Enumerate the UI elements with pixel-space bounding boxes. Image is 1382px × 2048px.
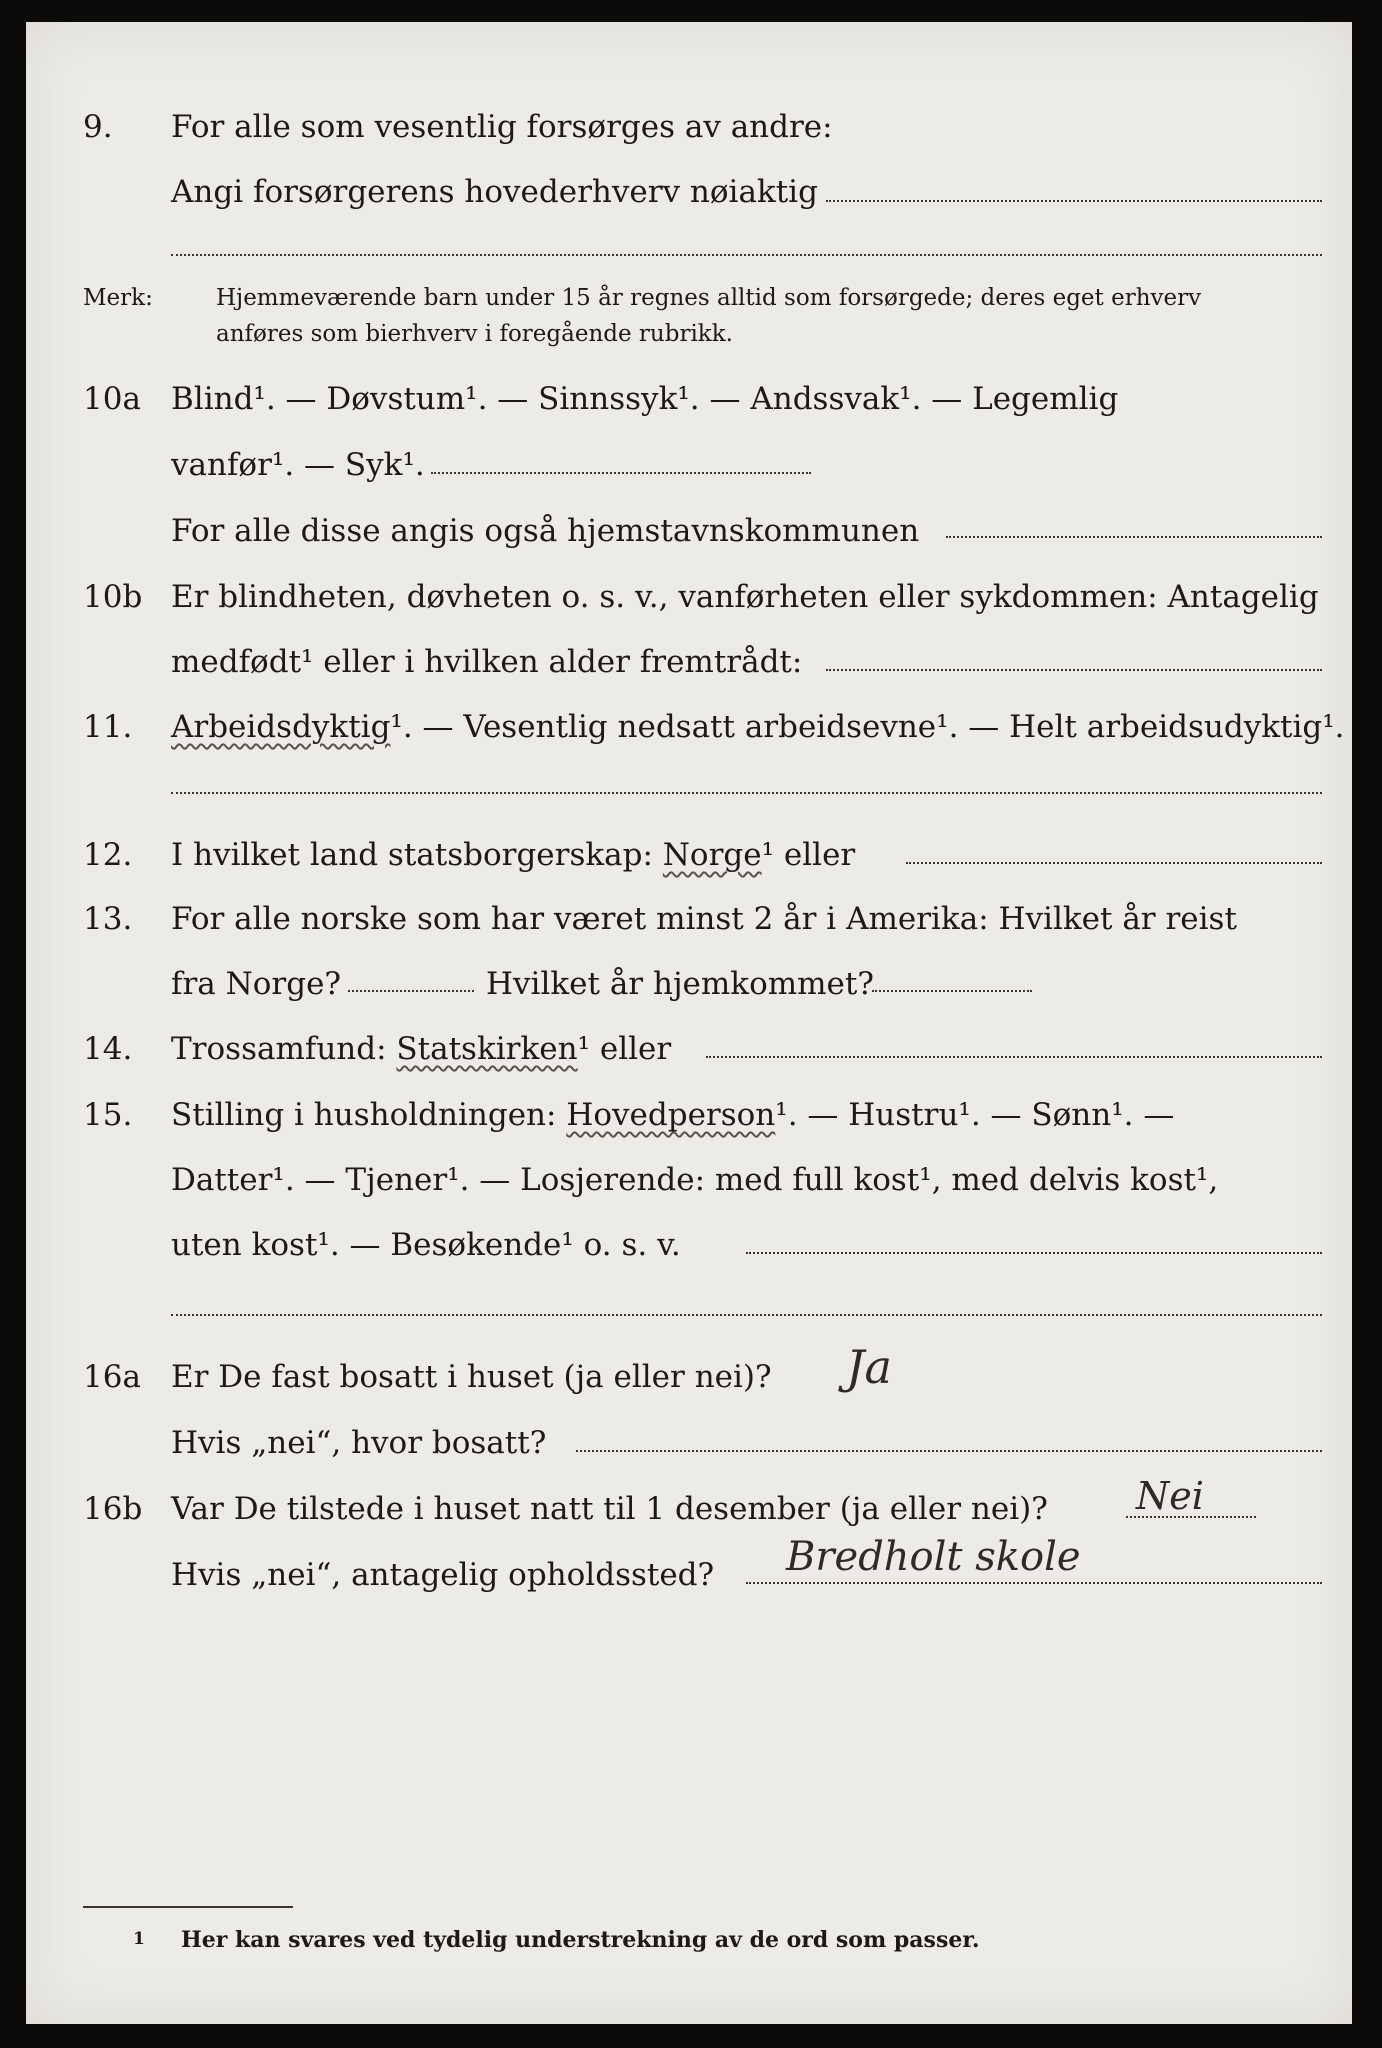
question-text: Hvis „nei“, antagelig opholdssted? xyxy=(171,1557,715,1593)
handwritten-answer: Ja xyxy=(846,1340,892,1394)
question-text: Stilling i husholdningen: xyxy=(171,1097,557,1133)
question-10b-line-2 xyxy=(26,637,1352,687)
question-number: 14. xyxy=(83,1031,133,1067)
question-16a xyxy=(26,1352,1352,1402)
question-text: Er blindheten, døvheten o. s. v., vanførheten eller sykdommen: Antagelig xyxy=(171,579,1319,615)
question-text: ¹ eller xyxy=(577,1031,672,1067)
question-9-line-2 xyxy=(26,167,1352,217)
question-15-line-3 xyxy=(26,1220,1352,1270)
question-text: Er De fast bosatt i huset (ja eller nei)? xyxy=(171,1359,772,1395)
question-text: ¹. — Vesentlig nedsatt arbeidsevne¹. — Helt arbeidsudyktig¹. xyxy=(390,709,1345,745)
handwritten-answer: Nei xyxy=(1136,1474,1204,1518)
question-text: For alle disse angis også hjemstavnskommunen xyxy=(171,513,920,549)
question-text: For alle norske som har været minst 2 år i Amerika: Hvilket år reist xyxy=(171,901,1237,937)
note-text: anføres som bierhverv i foregående rubrikk. xyxy=(216,321,733,347)
question-13-line-2 xyxy=(26,959,1352,1009)
handwritten-answer: Bredholt skole xyxy=(786,1534,1081,1580)
answer-line-14[interactable] xyxy=(706,1056,1322,1058)
question-text: Var De tilstede i huset natt til 1 desember (ja eller nei)? xyxy=(171,1491,1048,1527)
question-number: 9. xyxy=(83,109,113,145)
question-number: 11. xyxy=(83,709,133,745)
footnote-text: Her kan svares ved tydelig understrekning av de ord som passer. xyxy=(181,1927,980,1953)
question-14 xyxy=(26,1024,1352,1074)
answer-line-16b-place[interactable] xyxy=(746,1582,1322,1584)
question-10a xyxy=(26,374,1352,424)
footnote-mark: 1 xyxy=(133,1929,145,1949)
question-text: fra Norge? xyxy=(171,966,342,1002)
question-12 xyxy=(26,830,1352,880)
question-text: Hvilket år hjemkommet? xyxy=(486,966,874,1002)
question-16b-line-2 xyxy=(26,1550,1352,1600)
census-form-page xyxy=(26,22,1352,2024)
question-text: vanfør¹. — Syk¹. xyxy=(171,447,425,483)
answer-line-13-return[interactable] xyxy=(872,990,1032,992)
answer-line-15[interactable] xyxy=(746,1252,1322,1254)
question-number: 10a xyxy=(83,381,141,417)
question-text: Hvis „nei“, hvor bosatt? xyxy=(171,1425,547,1461)
answer-line-9b[interactable] xyxy=(171,254,1322,256)
question-text: medfødt¹ eller i hvilken alder fremtrådt: xyxy=(171,644,803,680)
question-13 xyxy=(26,894,1352,944)
question-text: ¹. — Hustru¹. — Sønn¹. — xyxy=(775,1097,1175,1133)
question-text: uten kost¹. — Besøkende¹ o. s. v. xyxy=(171,1227,681,1263)
question-text: Blind¹. — Døvstum¹. — Sinnssyk¹. — Andssvak¹. — Legemlig xyxy=(171,381,1119,417)
question-16a-line-2 xyxy=(26,1418,1352,1468)
question-9 xyxy=(26,102,1352,152)
question-11 xyxy=(26,702,1352,752)
note-text: Hjemmeværende barn under 15 år regnes alltid som forsørgede; deres eget erhverv xyxy=(216,285,1202,311)
question-number: 12. xyxy=(83,837,133,873)
answer-line-15b[interactable] xyxy=(171,1314,1322,1316)
note-label: Merk: xyxy=(83,285,153,311)
answer-line-13-left[interactable] xyxy=(348,990,474,992)
answer-line-9[interactable] xyxy=(826,200,1322,202)
question-10b xyxy=(26,572,1352,622)
option-underlined[interactable]: Arbeidsdyktig xyxy=(171,709,391,745)
question-text: ¹ eller xyxy=(761,837,856,873)
answer-line-16a[interactable] xyxy=(576,1450,1322,1452)
answer-line-11[interactable] xyxy=(171,792,1322,794)
question-text: Angi forsørgerens hovederhverv nøiaktig xyxy=(171,174,818,210)
question-number: 16a xyxy=(83,1359,141,1395)
question-number: 15. xyxy=(83,1097,133,1133)
footnote-divider xyxy=(83,1906,293,1908)
option-underlined[interactable]: Statskirken xyxy=(396,1031,578,1067)
answer-line-12[interactable] xyxy=(906,862,1322,864)
option-underlined[interactable]: Hovedperson xyxy=(566,1097,776,1133)
answer-line-16b[interactable] xyxy=(1126,1516,1256,1518)
option-underlined[interactable]: Norge xyxy=(662,837,762,873)
question-text: For alle som vesentlig forsørges av andre: xyxy=(171,109,833,145)
question-number: 13. xyxy=(83,901,133,937)
question-text: Datter¹. — Tjener¹. — Losjerende: med full kost¹, med delvis kost¹, xyxy=(171,1162,1219,1198)
question-number: 10b xyxy=(83,579,143,615)
answer-line-10b[interactable] xyxy=(826,669,1322,671)
answer-line-10a-home[interactable] xyxy=(946,536,1322,538)
question-10a-line-2 xyxy=(26,440,1352,490)
question-number: 16b xyxy=(83,1491,143,1527)
answer-line-10a[interactable] xyxy=(431,472,811,474)
question-10a-line-3 xyxy=(26,506,1352,556)
question-text: I hvilket land statsborgerskap: xyxy=(171,837,653,873)
question-15 xyxy=(26,1090,1352,1140)
question-15-line-2 xyxy=(26,1155,1352,1205)
question-text: Trossamfund: xyxy=(171,1031,387,1067)
